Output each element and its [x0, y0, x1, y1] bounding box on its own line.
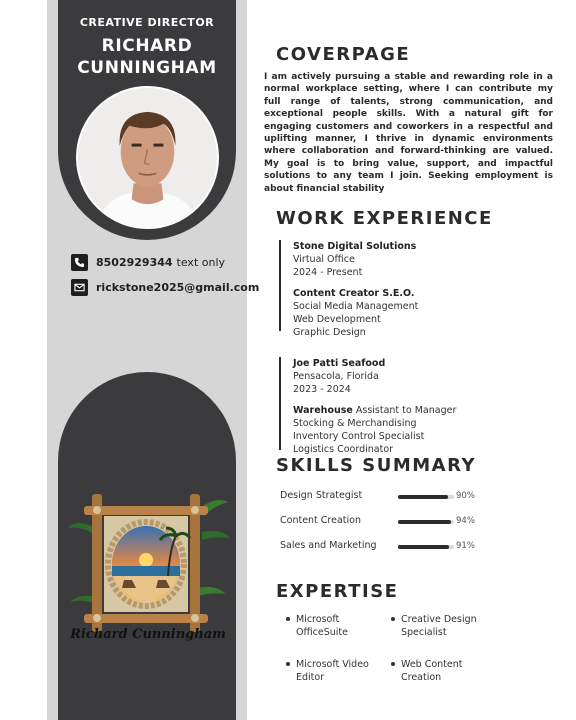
skill-bar-fill: [398, 545, 449, 549]
expertise-item: Creative Design Specialist: [391, 613, 481, 639]
job-duty: Web Development: [293, 314, 381, 325]
skill-bar-fill: [398, 520, 451, 524]
expertise-heading: EXPERTISE: [276, 581, 399, 602]
job-location: Pensacola, Florida: [293, 371, 379, 382]
last-name: CUNNINGHAM: [77, 58, 217, 78]
candidate-name: [58, 35, 236, 79]
skill-percent: 91%: [456, 541, 475, 551]
coverpage-heading: COVERPAGE: [276, 44, 411, 65]
skill-bar-track: [398, 495, 454, 499]
job-role: Content Creator S.E.O.: [293, 288, 415, 299]
first-name: RICHARD: [101, 36, 193, 56]
phone-number[interactable]: 8502929344: [96, 256, 173, 269]
skill-row: [280, 515, 480, 529]
email-contact: [71, 279, 259, 296]
job-dates: 2023 - 2024: [293, 384, 351, 395]
skill-row: [280, 540, 480, 554]
job-role-title: CREATIVE DIRECTOR: [79, 16, 215, 29]
beach-frame-logo: [66, 488, 232, 648]
phone-icon: [71, 254, 88, 271]
job-role: Warehouse: [293, 405, 353, 416]
coverpage-text: I am actively pursuing a stable and rewarding role in a normal workplace setting, where I can contribute my full range of talents, strong communication, and exceptional people skills. With a natural gift for engaging customers and coworkers in a respectful and uplifting manner, I thrive in dynamic environments where collaboration and forward-thinking are valued. My goal is to bring value, support, and impactful solutions to any team I join. Seeking employment is about financial stability: [264, 72, 553, 194]
phone-note: text only: [176, 256, 226, 269]
skill-percent: 90%: [456, 491, 475, 501]
job-duty: Logistics Coordinator: [293, 444, 394, 455]
skill-bar-fill: [398, 495, 448, 499]
job-duty: Graphic Design: [293, 327, 366, 338]
job-duty: Inventory Control Specialist: [293, 431, 425, 442]
skill-bar-track: [398, 520, 454, 524]
signature-text: Richard Cunningham: [70, 627, 226, 642]
profile-photo: [76, 86, 219, 229]
company-name: Stone Digital Solutions: [293, 241, 417, 252]
skill-name: Content Creation: [280, 515, 361, 526]
expertise-item: Microsoft Video Editor: [286, 658, 376, 684]
job-entry: [279, 240, 419, 338]
skill-name: Design Strategist: [280, 490, 363, 501]
expertise-item: Web Content Creation: [391, 658, 491, 684]
job-dates: 2024 - Present: [293, 267, 363, 278]
job-duty: Social Media Management: [293, 301, 419, 312]
expertise-item: Microsoft OfficeSuite: [286, 613, 376, 639]
skill-bar-track: [398, 545, 454, 549]
email-address[interactable]: rickstone2025@gmail.com: [96, 281, 260, 294]
envelope-icon: [71, 279, 88, 296]
company-name: Joe Patti Seafood: [293, 358, 386, 369]
skill-percent: 94%: [456, 516, 475, 526]
skill-row: [280, 490, 480, 504]
job-entry: [279, 357, 457, 455]
phone-contact: [71, 254, 225, 271]
job-duty: Stocking & Merchandising: [293, 418, 417, 429]
skill-name: Sales and Marketing: [280, 540, 377, 551]
job-role-extra: Assistant to Manager: [355, 405, 457, 416]
job-location: Virtual Office: [293, 254, 355, 265]
work-experience-heading: WORK EXPERIENCE: [276, 208, 493, 229]
skills-heading: SKILLS SUMMARY: [276, 455, 477, 476]
